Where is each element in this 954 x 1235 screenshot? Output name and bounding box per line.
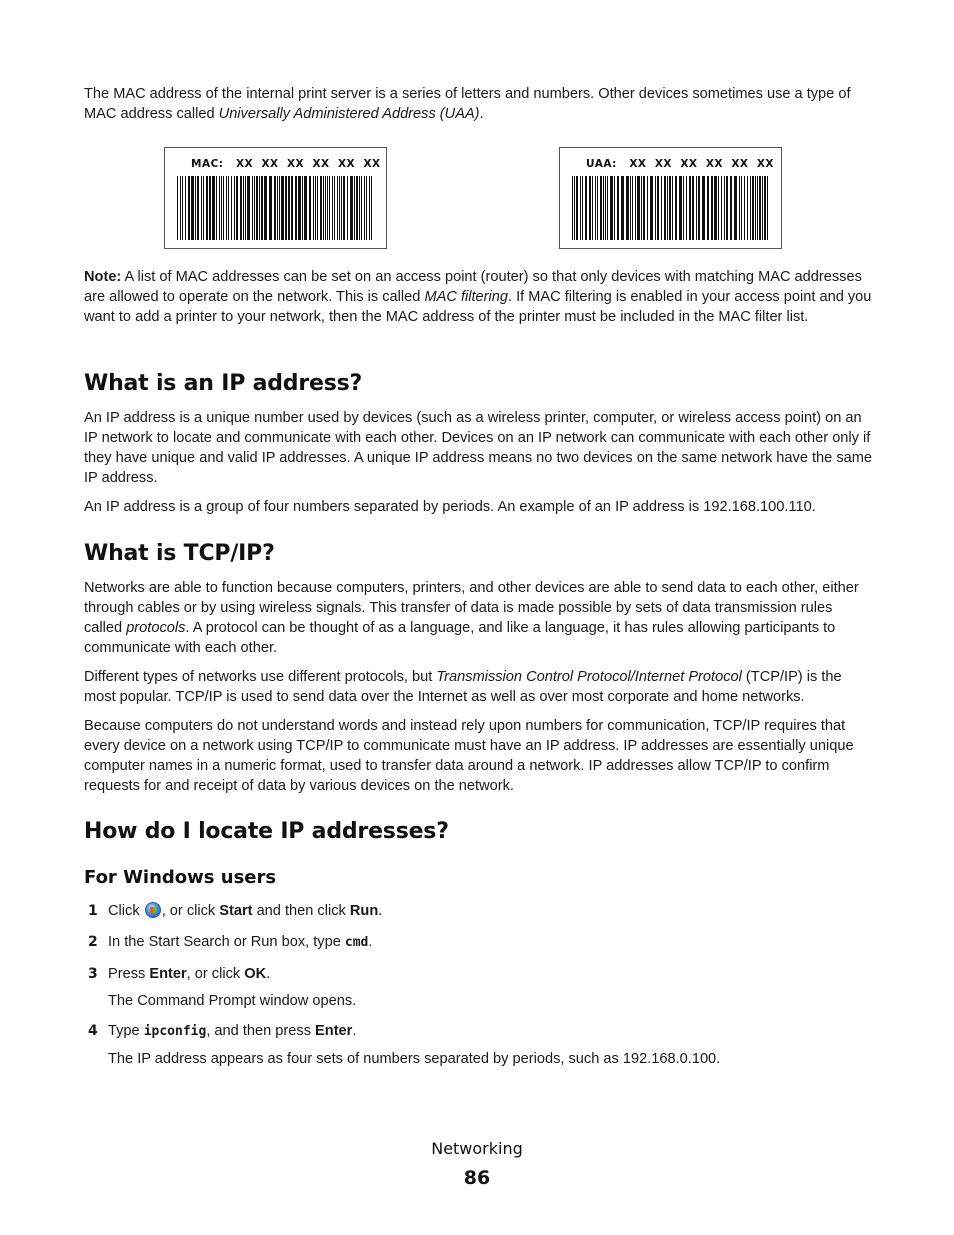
- ip-paragraph-1: An IP address is a unique number used by devices (such as a wireless printer, computer, or wireless access point) on an IP network to locate and communicate with each other. Devices on an IP network can communicate with each other only if they have unique and valid IP addresses. A unique IP address means no two devices on the same network have the same IP address.: [84, 410, 873, 486]
- barcode-bar: [320, 176, 322, 240]
- enter-key: Enter: [315, 1023, 353, 1039]
- barcode-bar: [313, 176, 314, 240]
- mac-label-caption: MAC: XX XX XX XX XX XX: [191, 158, 381, 170]
- barcode-bar: [361, 176, 362, 240]
- barcode-bar: [617, 176, 619, 240]
- barcode-bar: [707, 176, 709, 240]
- start-command: Start: [219, 903, 253, 919]
- step-number: 3: [88, 966, 98, 982]
- barcode-bar: [334, 176, 335, 240]
- barcode-bar: [582, 176, 583, 240]
- intro-text: The MAC address of the internal print server is a series of letters and numbers. Other devices sometimes use a type of MAC address called: [84, 86, 851, 122]
- step-text-part: and then click: [252, 903, 350, 919]
- address-labels: [0, 147, 954, 251]
- barcode-bar: [721, 176, 722, 240]
- barcode-bar: [714, 176, 717, 240]
- barcode-bar: [647, 176, 648, 240]
- barcode-bar: [679, 176, 682, 240]
- barcode-bar: [574, 176, 575, 240]
- barcode-bar: [269, 176, 272, 240]
- barcode-bar: [298, 176, 301, 240]
- barcode-bar: [182, 176, 183, 240]
- barcode-bar: [641, 176, 642, 240]
- step-text-part: Type: [108, 1023, 144, 1039]
- barcode-bar: [332, 176, 333, 240]
- step-text-part: , or click: [161, 903, 220, 919]
- barcode-bar: [667, 176, 668, 240]
- tcp-p1-emphasis: protocols: [126, 620, 186, 636]
- step-text: [108, 901, 382, 921]
- barcode-bar: [610, 176, 613, 240]
- heading-ip-address: What is an IP address?: [84, 371, 363, 396]
- step-text: [108, 964, 270, 984]
- barcode-bar: [180, 176, 181, 240]
- barcode-bar: [201, 176, 202, 240]
- barcode-bar: [655, 176, 656, 240]
- barcode-bar: [366, 176, 367, 240]
- tcp-paragraph-1: [84, 578, 874, 658]
- barcode-bar: [212, 176, 215, 240]
- barcode-bar: [686, 176, 687, 240]
- step-text-part: , or click: [186, 966, 245, 982]
- tcp-p2-text: Different types of networks use different protocols, but: [84, 669, 437, 685]
- barcode-bar: [197, 176, 199, 240]
- note-paragraph: [84, 267, 874, 327]
- barcode-bar: [203, 176, 204, 240]
- subheading-windows-users: For Windows users: [84, 867, 277, 888]
- enter-key: Enter: [149, 966, 187, 982]
- barcode-bar: [231, 176, 232, 240]
- uaa-label-caption: UAA: XX XX XX XX XX XX: [586, 158, 775, 170]
- barcode-bar: [626, 176, 629, 240]
- barcode-bar: [767, 176, 768, 240]
- barcode-bar: [369, 176, 370, 240]
- barcode-bar: [341, 176, 342, 240]
- step-number: 4: [88, 1023, 98, 1039]
- barcode-bar: [359, 176, 360, 240]
- tcp-p2-text-end: (TCP/IP) is the most popular. TCP/IP is used to send data over the Internet as well as over most corporate and home networks.: [84, 669, 842, 705]
- mac-barcode-image: [177, 176, 377, 240]
- barcode-bar: [650, 176, 653, 240]
- barcode-bar: [632, 176, 633, 240]
- barcode-bar: [592, 176, 593, 240]
- barcode-bar: [304, 176, 307, 240]
- barcode-bar: [243, 176, 244, 240]
- barcode-bar: [264, 176, 267, 240]
- step-text-part: Press: [108, 966, 150, 982]
- barcode-bar: [191, 176, 194, 240]
- barcode-bar: [585, 176, 587, 240]
- barcode-bar: [757, 176, 758, 240]
- barcode-bar: [226, 176, 227, 240]
- barcode-bar: [177, 176, 178, 240]
- barcode-bar: [692, 176, 694, 240]
- barcode-bar: [325, 176, 326, 240]
- heading-tcp-ip: What is TCP/IP?: [84, 541, 275, 566]
- barcode-bar: [643, 176, 645, 240]
- step-text: [108, 1021, 356, 1042]
- barcode-bar: [279, 176, 280, 240]
- intro-emphasis: Universally Administered Address (UAA): [218, 106, 480, 122]
- step-text-part: .: [352, 1023, 357, 1039]
- barcode-bar: [711, 176, 713, 240]
- barcode-bar: [698, 176, 700, 240]
- barcode-bar: [315, 176, 316, 240]
- step-number: 2: [88, 934, 98, 950]
- barcode-bar: [339, 176, 340, 240]
- barcode-bar: [759, 176, 761, 240]
- barcode-bar: [730, 176, 732, 240]
- barcode-bar: [752, 176, 754, 240]
- step-text-part: .: [378, 903, 383, 919]
- barcode-bar: [572, 176, 573, 240]
- mac-label: [164, 147, 387, 249]
- barcode-bar: [734, 176, 737, 240]
- barcode-bar: [744, 176, 745, 240]
- barcode-bar: [291, 176, 293, 240]
- barcode-bar: [702, 176, 705, 240]
- tcp-paragraph-3: Because computers do not understand words and instead rely upon numbers for communication, TCP/IP requires that every device on a network using TCP/IP to communicate must have an IP address. IP addresses are essentially unique computer names in a numeric format, used to transfer data around a network. IP addresses allow TCP/IP to confirm requests for and receipt of data by various devices on the network.: [84, 718, 854, 794]
- barcode-bar: [762, 176, 763, 240]
- uaa-barcode-image: [572, 176, 772, 240]
- barcode-bar: [664, 176, 666, 240]
- barcode-bar: [223, 176, 224, 240]
- note-label: Note:: [84, 269, 122, 285]
- barcode-bar: [329, 176, 330, 240]
- step-text-part: .: [368, 934, 373, 950]
- heading-locate-ip: How do I locate IP addresses?: [84, 819, 449, 844]
- note-emphasis: MAC filtering: [424, 289, 508, 305]
- step-text: [108, 932, 372, 953]
- step-result-text: The Command Prompt window opens.: [108, 993, 357, 1009]
- barcode-bar: [356, 176, 358, 240]
- barcode-bar: [607, 176, 608, 240]
- windows-start-orb-icon[interactable]: [145, 902, 161, 918]
- barcode-bar: [254, 176, 255, 240]
- barcode-bar: [302, 176, 303, 240]
- barcode-bar: [327, 176, 328, 240]
- barcode-bar: [354, 176, 355, 240]
- barcode-bar: [364, 176, 365, 240]
- ip-paragraph-2: An IP address is a group of four numbers separated by periods. An example of an IP address is 192.168.100.110.: [84, 499, 816, 515]
- barcode-bar: [317, 176, 318, 240]
- barcode-bar: [228, 176, 229, 240]
- barcode-bar: [669, 176, 671, 240]
- barcode-bar: [252, 176, 253, 240]
- barcode-bar: [741, 176, 742, 240]
- cmd-code: cmd: [344, 935, 369, 950]
- barcode-bar: [672, 176, 673, 240]
- barcode-bar: [188, 176, 190, 240]
- footer-section-title: Networking: [431, 1139, 523, 1158]
- barcode-bar: [337, 176, 338, 240]
- ok-command: OK: [244, 966, 267, 982]
- barcode-bar: [206, 176, 208, 240]
- ipconfig-code: ipconfig: [143, 1024, 207, 1039]
- barcode-bar: [614, 176, 615, 240]
- barcode-bar: [589, 176, 591, 240]
- barcode-bar: [323, 176, 324, 240]
- barcode-bar: [755, 176, 756, 240]
- barcode-bar: [696, 176, 697, 240]
- barcode-bar: [288, 176, 290, 240]
- uaa-label: [559, 147, 782, 249]
- barcode-bar: [637, 176, 640, 240]
- note-text-end: . If MAC filtering is enabled in your access point and you want to add a printer to your network, then the MAC address of the printer must be included in the MAC filter list.: [84, 289, 872, 325]
- barcode-bar: [347, 176, 348, 240]
- run-command: Run: [349, 903, 379, 919]
- barcode-bar: [256, 176, 258, 240]
- barcode-bar: [236, 176, 238, 240]
- step-text-part: .: [266, 966, 271, 982]
- barcode-bar: [216, 176, 217, 240]
- barcode-bar: [675, 176, 677, 240]
- step-number: 1: [88, 903, 98, 919]
- barcode-bar: [635, 176, 636, 240]
- barcode-bar: [209, 176, 211, 240]
- barcode-bar: [689, 176, 691, 240]
- barcode-bar: [261, 176, 263, 240]
- barcode-bar: [221, 176, 222, 240]
- barcode-bar: [234, 176, 235, 240]
- step-result-text: The IP address appears as four sets of numbers separated by periods, such as 192.168.0.100.: [108, 1051, 721, 1067]
- barcode-bar: [219, 176, 220, 240]
- barcode-bar: [309, 176, 311, 240]
- barcode-bar: [371, 176, 372, 240]
- barcode-bar: [739, 176, 740, 240]
- step-text-part: Click: [108, 903, 144, 919]
- note-text: A list of MAC addresses can be set on an access point (router) so that only devices with matching MAC addresses are allowed to operate on the network. This is called: [84, 269, 862, 305]
- barcode-bar: [580, 176, 581, 240]
- barcode-bar: [764, 176, 766, 240]
- tcp-paragraph-2: [84, 667, 874, 707]
- barcode-bar: [724, 176, 725, 240]
- barcode-bar: [281, 176, 284, 240]
- barcode-bar: [245, 176, 246, 240]
- barcode-bar: [621, 176, 624, 240]
- barcode-bar: [683, 176, 684, 240]
- barcode-bar: [595, 176, 596, 240]
- barcode-bar: [661, 176, 662, 240]
- barcode-bar: [603, 176, 604, 240]
- barcode-bar: [259, 176, 260, 240]
- barcode-bar: [195, 176, 196, 240]
- barcode-bar: [240, 176, 242, 240]
- barcode-bar: [185, 176, 186, 240]
- barcode-bar: [726, 176, 728, 240]
- barcode-bar: [285, 176, 287, 240]
- barcode-bar: [343, 176, 345, 240]
- barcode-bar: [747, 176, 748, 240]
- barcode-bar: [718, 176, 719, 240]
- barcode-bar: [274, 176, 276, 240]
- intro-text-end: .: [479, 106, 484, 122]
- step-text-part: , and then press: [206, 1023, 316, 1039]
- barcode-bar: [277, 176, 278, 240]
- barcode-bar: [600, 176, 602, 240]
- barcode-bar: [605, 176, 606, 240]
- page-number: 86: [463, 1167, 491, 1189]
- barcode-bar: [350, 176, 353, 240]
- barcode-bar: [576, 176, 578, 240]
- barcode-bar: [657, 176, 659, 240]
- barcode-bar: [597, 176, 598, 240]
- barcode-bar: [630, 176, 631, 240]
- barcode-bar: [295, 176, 297, 240]
- tcp-p1-text: Networks are able to function because computers, printers, and other devices are able to send data to each other, either through cables or by using wireless signals. This transfer of data is made possible by sets of data transmission rules called: [84, 580, 859, 636]
- step-text-part: In the Start Search or Run box, type: [108, 934, 345, 950]
- intro-paragraph: [84, 84, 874, 124]
- barcode-bar: [750, 176, 751, 240]
- tcp-p2-emphasis: Transmission Control Protocol/Internet Protocol: [436, 669, 742, 685]
- tcp-p1-text-end: . A protocol can be thought of as a language, and like a language, it has rules allowing participants to communicate with each other.: [84, 620, 836, 656]
- barcode-bar: [247, 176, 250, 240]
